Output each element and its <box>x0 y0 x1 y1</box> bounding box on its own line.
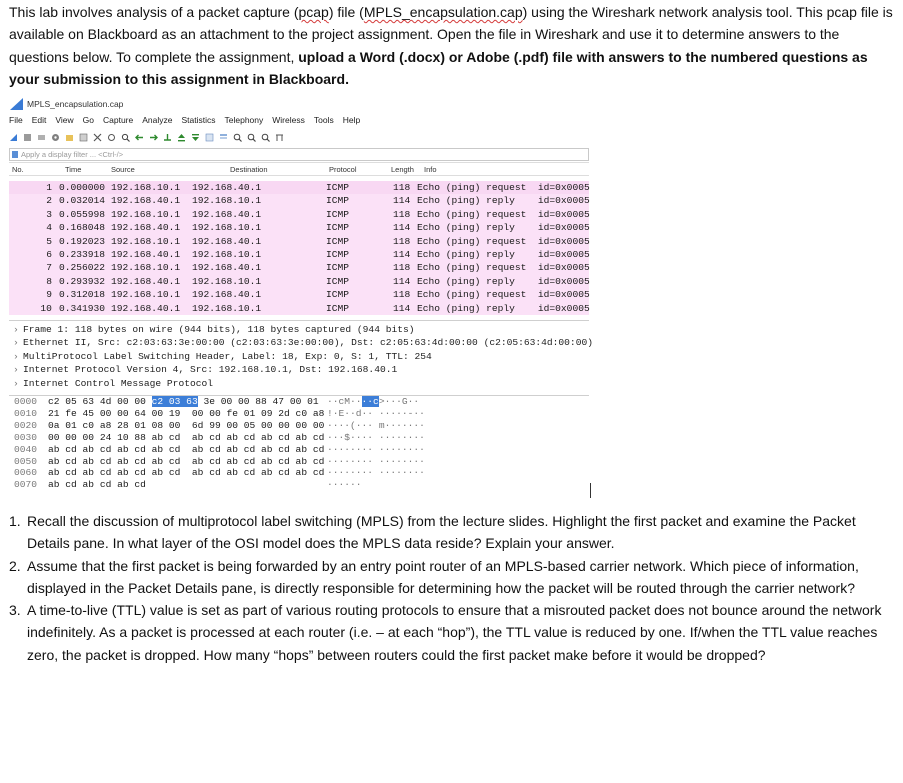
close-file-icon[interactable] <box>93 133 102 142</box>
packet-protocol: ICMP <box>326 249 350 260</box>
find-packet-icon[interactable] <box>121 133 130 142</box>
detail-text: Internet Control Message Protocol <box>23 377 213 389</box>
hex-plain: 21 fe 45 00 00 64 00 19 00 00 fe 01 09 2d c0 a8 <box>48 407 325 419</box>
bytes-row[interactable] <box>9 408 589 420</box>
colorize-icon[interactable] <box>219 133 228 142</box>
go-back-icon[interactable] <box>135 133 144 142</box>
ascii-plain: !·E··d·· ·····-·· <box>327 407 425 419</box>
packet-destination: 192.168.10.1 <box>192 249 262 260</box>
packet-row[interactable] <box>9 248 589 261</box>
autoscroll-icon[interactable] <box>205 133 214 142</box>
packet-time: 0.293932 <box>59 275 106 287</box>
hex-plain: 3e 00 00 88 47 00 01 <box>197 396 319 407</box>
packet-row[interactable] <box>9 235 589 248</box>
bytes-offset: 0000 <box>14 396 38 407</box>
detail-text: Ethernet II, Src: c2:03:63:3e:00:00 (c2:03:63:3e:00:00), Dst: c2:05:63:4d:00:00 (c2:05:63:4d:00:00) <box>23 337 593 349</box>
packet-protocol: ICMP <box>326 289 350 301</box>
ascii-plain: >···G·· <box>378 396 420 407</box>
question-number: 1. <box>9 513 21 529</box>
detail-text: Internet Protocol Version 4, Src: 192.168.10.1, Dst: 192.168.40.1 <box>23 364 398 376</box>
packet-info: Echo (ping) reply id=0x0005 <box>417 249 590 260</box>
packet-length: 118 <box>393 182 411 193</box>
ascii-plain: ····(··· m······· <box>327 419 425 431</box>
question-text: Recall the discussion of multiprotocol label switching (MPLS) from the lecture slides. Highlight the first packet and examine the Packet Details pane. In what layer of the OSI model does the MPLS data reside? Explain your answer. <box>27 513 856 552</box>
packet-no: 2 <box>46 195 52 207</box>
bytes-offset: 0040 <box>14 443 38 455</box>
detail-text: MultiProtocol Label Switching Header, Label: 18, Exp: 0, S: 1, TTL: 254 <box>23 350 432 362</box>
bytes-row[interactable] <box>9 467 589 479</box>
packet-row[interactable] <box>9 275 589 288</box>
bytes-hex <box>48 479 146 491</box>
hex-plain: ab cd ab cd ab cd ab cd ab cd ab cd ab cd ab cd <box>48 443 325 455</box>
expand-chevron-icon[interactable]: › <box>13 350 19 362</box>
bytes-row[interactable] <box>9 456 589 468</box>
packet-source: 192.168.40.1 <box>111 222 181 234</box>
stop-capture-icon[interactable] <box>23 133 32 142</box>
expand-chevron-icon[interactable]: › <box>13 377 19 389</box>
first-packet-icon[interactable] <box>177 133 186 142</box>
packet-length: 114 <box>393 195 411 207</box>
column-time[interactable]: Time <box>65 165 82 174</box>
packet-info: Echo (ping) request id=0x0005 <box>417 208 590 220</box>
packet-protocol: ICMP <box>326 235 350 247</box>
menu-wireless[interactable]: Wireless <box>272 115 305 125</box>
packet-protocol: ICMP <box>326 208 350 220</box>
packet-time: 0.256022 <box>59 262 106 274</box>
packet-destination: 192.168.10.1 <box>192 275 262 287</box>
bytes-ascii <box>327 420 425 432</box>
hex-plain: 0a 01 c0 a8 28 01 08 00 6d 99 00 05 00 00 00 00 <box>48 419 325 431</box>
bytes-row[interactable] <box>9 432 589 444</box>
bytes-hex <box>48 467 324 479</box>
bytes-hex <box>48 420 324 432</box>
menu-bar <box>9 115 360 127</box>
packet-length: 118 <box>393 235 411 247</box>
menu-view[interactable]: View <box>55 115 74 125</box>
packet-source: 192.168.10.1 <box>111 262 181 274</box>
expand-chevron-icon[interactable]: › <box>13 324 19 335</box>
packet-info: Echo (ping) request id=0x0005 <box>417 182 590 193</box>
display-filter-input[interactable] <box>9 148 589 161</box>
packet-row[interactable] <box>9 288 589 301</box>
question-item <box>9 555 893 600</box>
bytes-row[interactable] <box>9 396 589 408</box>
packet-time: 0.032014 <box>59 195 106 207</box>
hex-highlight: c2 03 63 <box>151 396 198 407</box>
packet-protocol: ICMP <box>326 302 350 314</box>
column-source[interactable]: Source <box>111 165 135 174</box>
menu-go[interactable]: Go <box>82 115 94 125</box>
bytes-offset: 0070 <box>14 479 38 491</box>
packet-source: 192.168.40.1 <box>111 249 181 260</box>
hex-plain: ab cd ab cd ab cd <box>48 479 146 491</box>
submission-instructions: upload a Word (.docx) or Adobe (.pdf) file with answers to the numbered questions as your submission to this assignment in Blackboard <box>9 48 868 87</box>
packet-no: 5 <box>46 235 52 247</box>
wireshark-titlebar <box>9 96 589 112</box>
packet-length: 114 <box>393 302 411 314</box>
reload-icon[interactable] <box>107 133 116 142</box>
packet-row[interactable] <box>9 181 589 194</box>
packet-no: 3 <box>46 208 52 220</box>
packet-time: 0.192023 <box>59 235 106 247</box>
menu-file[interactable]: File <box>9 115 23 125</box>
question-item <box>9 599 893 666</box>
bytes-offset: 0050 <box>14 455 38 467</box>
bytes-row[interactable] <box>9 444 589 456</box>
bookmark-icon[interactable] <box>12 151 18 158</box>
detail-row[interactable] <box>13 363 397 376</box>
packet-destination: 192.168.40.1 <box>192 289 262 301</box>
packet-destination: 192.168.40.1 <box>192 182 262 193</box>
ascii-plain: ········ ········ <box>327 455 425 467</box>
detail-row[interactable] <box>13 336 593 349</box>
packet-time: 0.000000 <box>59 182 106 193</box>
packet-info: Echo (ping) request id=0x0005 <box>417 289 590 301</box>
detail-row[interactable] <box>13 323 415 336</box>
intro-text-2: ) file ( <box>328 4 364 20</box>
packet-destination: 192.168.10.1 <box>192 195 262 207</box>
bytes-row[interactable] <box>9 420 589 432</box>
menu-edit[interactable]: Edit <box>31 115 47 125</box>
menu-analyze[interactable]: Analyze <box>142 115 173 125</box>
bytes-offset: 0030 <box>14 431 38 443</box>
packet-no: 1 <box>46 182 52 193</box>
filename-link: MPLS_encapsulation.cap <box>363 4 523 20</box>
hex-plain: c2 05 63 4d 00 00 <box>48 396 152 407</box>
menu-help[interactable]: Help <box>342 115 361 125</box>
zoom-out-icon[interactable] <box>247 133 256 142</box>
bytes-offset: 0060 <box>14 467 38 479</box>
resize-columns-icon[interactable] <box>275 133 284 142</box>
bytes-hex <box>48 444 324 456</box>
expand-chevron-icon[interactable]: › <box>13 364 19 376</box>
ascii-plain: ······ <box>327 479 362 491</box>
question-list <box>9 510 893 666</box>
packet-row[interactable] <box>9 194 589 207</box>
column-length[interactable]: Length <box>391 165 414 174</box>
bytes-hex <box>48 396 319 408</box>
main-toolbar <box>9 130 379 144</box>
packet-no: 7 <box>46 262 52 274</box>
packet-info: Echo (ping) reply id=0x0005 <box>417 275 590 287</box>
packet-details-pane <box>9 320 593 396</box>
menu-capture[interactable]: Capture <box>102 115 134 125</box>
intro-end: . <box>345 70 349 87</box>
packet-row[interactable] <box>9 221 589 234</box>
packet-destination: 192.168.10.1 <box>192 302 262 314</box>
packet-row[interactable] <box>9 261 589 274</box>
bytes-ascii <box>327 396 419 408</box>
packet-protocol: ICMP <box>326 275 350 287</box>
packet-destination: 192.168.40.1 <box>192 208 262 220</box>
menu-telephony[interactable]: Telephony <box>224 115 264 125</box>
packet-time: 0.233918 <box>59 249 106 260</box>
packet-source: 192.168.40.1 <box>111 195 181 207</box>
intro-paragraph <box>9 1 893 90</box>
packet-time: 0.055998 <box>59 208 106 220</box>
packet-source: 192.168.10.1 <box>111 182 181 193</box>
open-file-icon[interactable] <box>65 133 74 142</box>
question-text: Assume that the first packet is being forwarded by an entry point router of an MPLS-based carrier network. Which piece of information, displayed in the Packet Details pane, is directly responsible for determining how the packet will be routed through the carrier network? <box>27 557 859 596</box>
packet-destination: 192.168.10.1 <box>192 222 262 234</box>
packet-length: 114 <box>393 275 411 287</box>
packet-no: 4 <box>46 222 52 234</box>
packet-row[interactable] <box>9 302 589 315</box>
packet-length: 114 <box>393 222 411 234</box>
packet-info: Echo (ping) reply id=0x0005 <box>417 302 590 314</box>
go-forward-icon[interactable] <box>149 133 158 142</box>
expand-chevron-icon[interactable]: › <box>13 337 19 349</box>
bytes-ascii <box>327 479 362 491</box>
question-text: A time-to-live (TTL) value is set as part of various routing protocols to ensure that a misrouted packet does not bounce around the network indefinitely. As a packet is processed at each router (i.e. – at each “hop”), the TTL value is reduced by one. If/when the TTL value reaches zero, the packet is dropped. How many “hops” between routers could the first packet make before it would be dropped? <box>27 602 882 663</box>
bytes-ascii <box>327 408 425 420</box>
ascii-plain: ········ ········ <box>327 467 425 479</box>
ascii-plain: ··cM·· <box>327 396 362 407</box>
packet-protocol: ICMP <box>326 195 350 207</box>
packet-no: 9 <box>46 289 52 301</box>
packet-info: Echo (ping) request id=0x0005 <box>417 262 590 274</box>
packet-source: 192.168.40.1 <box>111 302 181 314</box>
normal-size-icon[interactable] <box>261 133 270 142</box>
wireshark-logo-icon <box>10 98 23 110</box>
packet-info: Echo (ping) request id=0x0005 <box>417 235 590 247</box>
bytes-hex <box>48 456 324 468</box>
packet-source: 192.168.40.1 <box>111 275 181 287</box>
wireshark-screenshot <box>9 96 593 498</box>
hex-plain: 00 00 00 24 10 88 ab cd ab cd ab cd ab cd ab cd <box>48 431 325 443</box>
detail-text: Frame 1: 118 bytes on wire (944 bits), 118 bytes captured (944 bits) <box>23 324 415 335</box>
detail-row[interactable] <box>13 377 213 390</box>
packet-length: 118 <box>393 262 411 274</box>
window-title: MPLS_encapsulation.cap <box>27 99 124 109</box>
question-number: 2. <box>9 557 21 574</box>
packet-protocol: ICMP <box>326 262 350 274</box>
options-icon[interactable] <box>51 133 60 142</box>
hex-plain: ab cd ab cd ab cd ab cd ab cd ab cd ab cd ab cd <box>48 455 325 467</box>
go-to-packet-icon[interactable] <box>163 133 172 142</box>
bytes-hex <box>48 408 324 420</box>
packet-time: 0.312018 <box>59 289 106 301</box>
packet-row[interactable] <box>9 208 589 221</box>
packet-list-header <box>9 163 589 176</box>
bytes-offset: 0010 <box>14 407 38 419</box>
packet-length: 114 <box>393 249 411 260</box>
packet-no: 8 <box>46 275 52 287</box>
question-item <box>9 510 893 555</box>
bytes-offset: 0020 <box>14 419 38 431</box>
packet-protocol: ICMP <box>326 182 350 193</box>
packet-no: 10 <box>40 302 52 314</box>
last-packet-icon[interactable] <box>191 133 200 142</box>
packet-source: 192.168.10.1 <box>111 208 181 220</box>
ascii-highlight: ··c <box>361 396 379 407</box>
save-file-icon[interactable] <box>79 133 88 142</box>
bytes-row[interactable] <box>9 479 589 491</box>
column-info[interactable]: Info <box>424 165 437 174</box>
packet-source: 192.168.10.1 <box>111 289 181 301</box>
text-cursor <box>590 483 591 498</box>
hex-plain: ab cd ab cd ab cd ab cd ab cd ab cd ab cd ab cd <box>48 467 325 479</box>
filter-placeholder: Apply a display filter ... <Ctrl-/> <box>21 150 124 159</box>
packet-info: Echo (ping) reply id=0x0005 <box>417 195 590 207</box>
pcap-word: pcap <box>298 4 329 20</box>
menu-tools[interactable]: Tools <box>313 115 334 125</box>
packet-protocol: ICMP <box>326 222 350 234</box>
column-protocol[interactable]: Protocol <box>329 165 357 174</box>
ascii-plain: ···$···· ········ <box>327 431 425 443</box>
bytes-ascii <box>327 467 425 479</box>
packet-destination: 192.168.40.1 <box>192 262 262 274</box>
zoom-in-icon[interactable] <box>233 133 242 142</box>
detail-row[interactable] <box>13 350 432 363</box>
ascii-plain: ········ ········ <box>327 443 425 455</box>
column-destination[interactable]: Destination <box>230 165 268 174</box>
bytes-ascii <box>327 432 425 444</box>
packet-destination: 192.168.40.1 <box>192 235 262 247</box>
column-no[interactable]: No. <box>12 165 24 174</box>
start-capture-icon[interactable] <box>9 133 18 142</box>
question-number: 3. <box>9 602 21 619</box>
packet-bytes-pane <box>9 396 589 496</box>
intro-text-3: ) using the Wireshark network analysis tool. This pcap file is available on Blackboard as an attachment to the project assignment. Open the file in Wireshark and use it to determine answers to the questions below. To complete the assignment, <box>9 4 893 65</box>
bytes-ascii <box>327 456 425 468</box>
menu-statistics[interactable]: Statistics <box>181 115 216 125</box>
packet-list-pane <box>9 162 589 315</box>
packet-length: 118 <box>393 208 411 220</box>
bytes-ascii <box>327 444 425 456</box>
packet-source: 192.168.10.1 <box>111 235 181 247</box>
packet-time: 0.341930 <box>59 302 106 314</box>
restart-capture-icon[interactable] <box>37 133 46 142</box>
packet-length: 118 <box>393 289 411 301</box>
intro-text-1: This lab involves analysis of a packet capture ( <box>9 4 299 20</box>
packet-time: 0.168048 <box>59 222 106 234</box>
packet-info: Echo (ping) reply id=0x0005 <box>417 222 590 234</box>
bytes-hex <box>48 432 324 444</box>
packet-no: 6 <box>46 249 52 260</box>
